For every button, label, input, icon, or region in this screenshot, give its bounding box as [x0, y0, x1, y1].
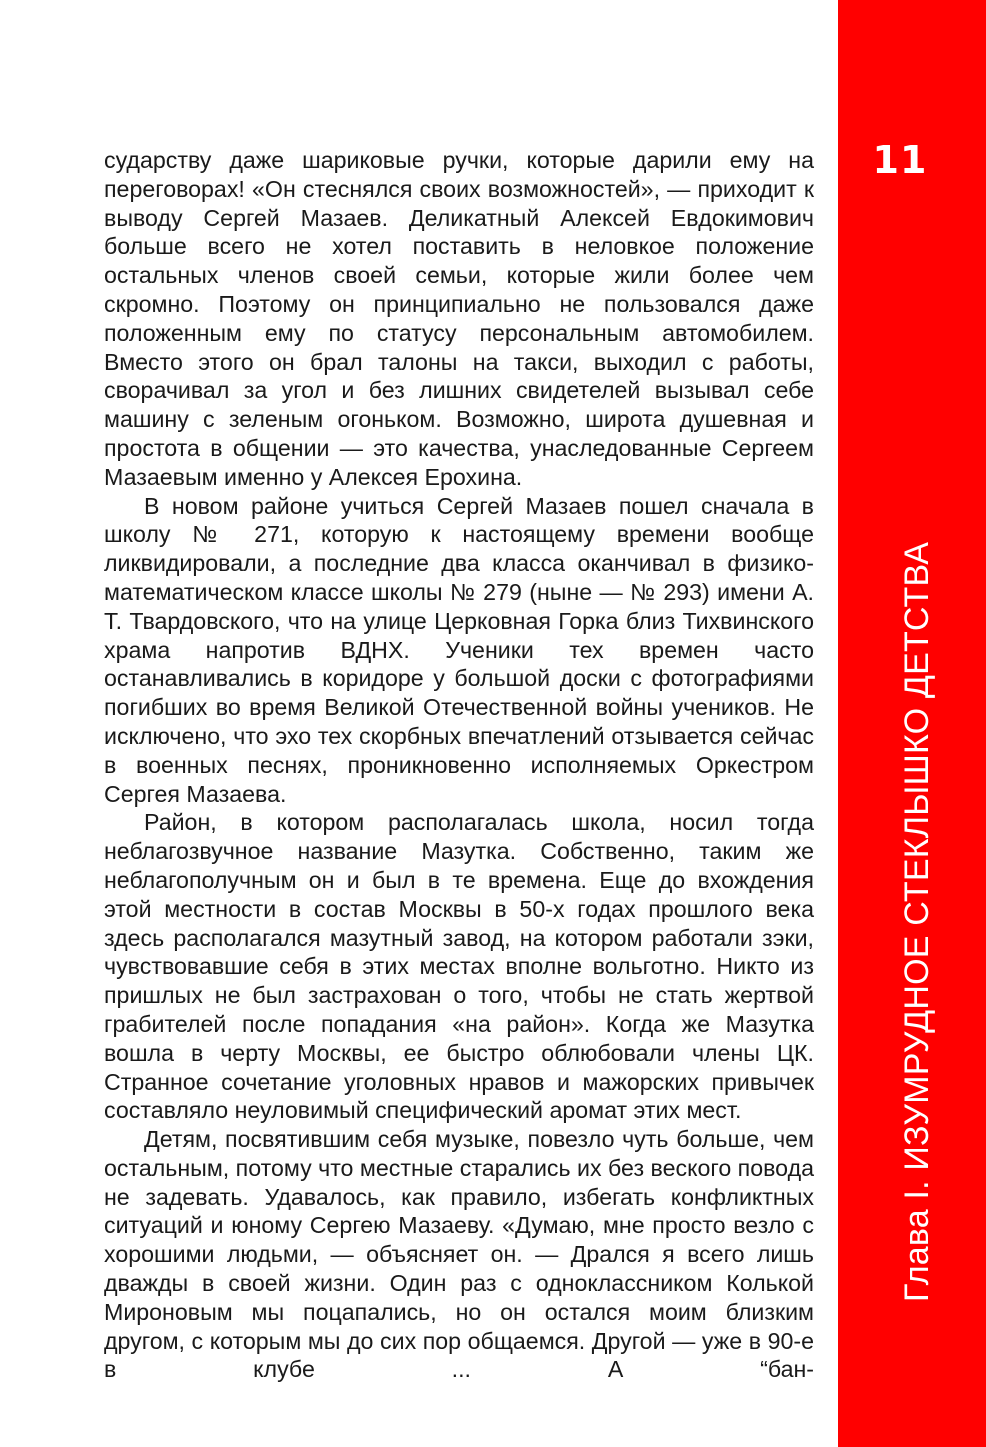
page-number: 11 [872, 138, 928, 182]
paragraph: сударству даже шариковые ручки, которые дарили ему на переговорах! «Он стеснялся своих возможностей», — приходит к выводу Сергей Мазаев. Деликатный Алексей Евдокимович больше всего не хотел поставить в неловкое положение остальных членов своей семьи, которые жили более чем скромно. Поэтому он принципиально не пользовался даже положенным ему по статусу персональным автомобилем. Вместо этого он брал талоны на такси, выходил с работы, сворачивал за угол и без лишних свидетелей вызывал себе машину с зеленым огоньком. Возможно, широта душевная и простота в общении — это качества, унаследованные Сергеем Мазаевым именно у Алексея Ерохина. [104, 147, 814, 490]
body-text [104, 146, 814, 1384]
paragraph: Район, в котором располагалась школа, носил тогда неблагозвучное название Мазутка. Собственно, таким же неблагополучным он и был в те времена. Еще до вхождения этой местности в состав Москвы в 50-х годах прошлого века здесь располагался мазутный завод, на котором работали зэки, чувствовавшие себя в этих местах вполне вольготно. Никто из пришлых не был застрахован о того, чтобы не стать жертвой грабителей после попадания «на район». Когда же Мазутка вошла в черту Москвы, ее быстро облюбовали члены ЦК. Странное сочетание уголовных нравов и мажорских привычек составляло неуловимый специфический аромат этих мест. [104, 809, 814, 1124]
paragraph: В новом районе учиться Сергей Мазаев пошел сначала в школу № 271, которую к настоящему времени вообще ликвидировали, а последние два класса оканчивал в физико-математическом классе школы № 279 (ныне — № 293) имени А. Т. Твардовского, что на улице Церковная Горка близ Тихвинского храма напротив ВДНХ. Ученики тех времен часто останавливались в коридоре у большой доски с фотографиями погибших во время Великой Отечественной войны учеников. Не исключено, что эхо тех скорбных впечатлений отзывается сейчас в военных песнях, проникновенно исполняемых Оркестром Сергея Мазаева. [104, 492, 814, 807]
chapter-title: Глава I. ИЗУМРУДНОЕ СТЕКЛЫШКО ДЕТСТВА [898, 541, 936, 1302]
paragraph: Детям, посвятившим себя музыке, повезло чуть больше, чем остальным, потому что местные старались их без веского повода не задевать. Удавалось, как правило, избегать конфликтных ситуаций и юному Сергею Мазаеву. «Думаю, мне просто везло с хорошими людьми, — объясняет он. — Дрался я всего лишь дважды в своей жизни. Один раз с одноклассником Колькой Мироновым мы поцапались, но он остался моим близким другом, с которым мы до сих пор общаемся. Другой — уже в 90-е в клубе ... А “бан- [104, 1126, 814, 1383]
